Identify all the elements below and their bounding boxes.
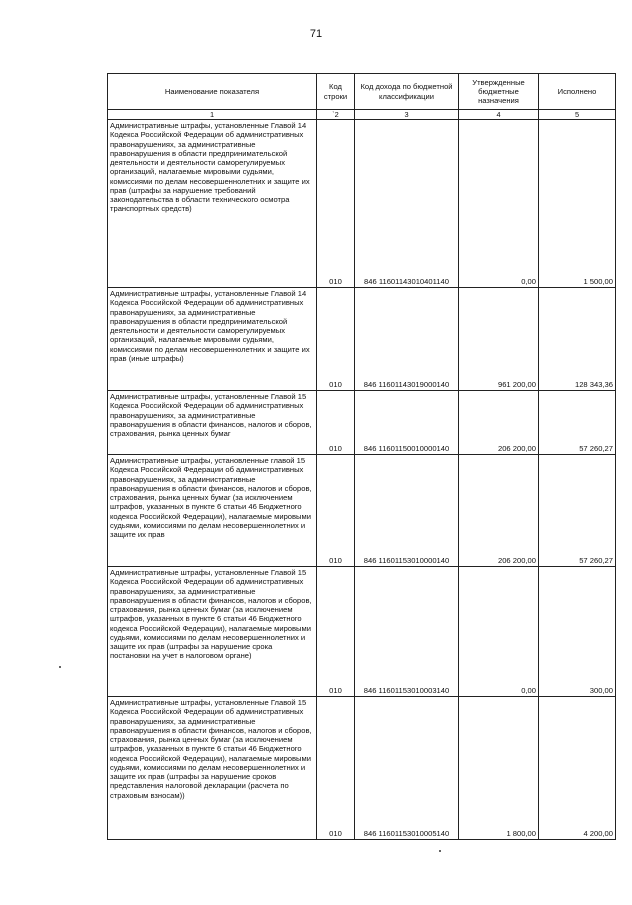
column-index: `2 [317, 110, 355, 120]
row-approved: 1 800,00 [459, 697, 539, 840]
row-approved: 206 200,00 [459, 455, 539, 567]
row-approved: 0,00 [459, 120, 539, 288]
table-row [108, 391, 616, 455]
row-name: Административные штрафы, установленные Главой 14 Кодекса Российской Федерации об административных правонарушениях, за административные правонарушения в области предпринимательской деятельности и деятельности саморегулируемых организаций, налагаемые мировыми судьями, комиссиями по делам несовершеннолетних и защите их прав (иные штрафы) [108, 288, 317, 391]
row-approved: 206 200,00 [459, 391, 539, 455]
row-approved: 961 200,00 [459, 288, 539, 391]
row-approved: 0,00 [459, 567, 539, 697]
row-executed: 4 200,00 [539, 697, 616, 840]
header-executed: Исполнено [539, 74, 616, 110]
column-index-row [108, 110, 616, 120]
row-code: 010 [317, 288, 355, 391]
row-code: 010 [317, 697, 355, 840]
table-header-row [108, 74, 616, 110]
table-row [108, 120, 616, 288]
row-executed: 57 260,27 [539, 455, 616, 567]
row-code: 010 [317, 567, 355, 697]
row-executed: 57 260,27 [539, 391, 616, 455]
row-name: Административные штрафы, установленные Главой 14 Кодекса Российской Федерации об административных правонарушениях, за административные правонарушения в области предпринимательской деятельности и деятельности саморегулируемых организаций, налагаемые мировыми судьями, комиссиями по делам несовершеннолетних и защите их прав (штрафы за нарушение требований законодательства в области технического осмотра транспортных средств) [108, 120, 317, 288]
table-row [108, 288, 616, 391]
column-index: 3 [355, 110, 459, 120]
header-approved: Утвержденные бюджетные назначения [459, 74, 539, 110]
row-kbk: 846 11601143019000140 [355, 288, 459, 391]
row-code: 010 [317, 455, 355, 567]
table-row [108, 567, 616, 697]
row-kbk: 846 11601153010003140 [355, 567, 459, 697]
header-kbk: Код дохода по бюджетной классификации [355, 74, 459, 110]
header-name: Наименование показателя [108, 74, 317, 110]
row-kbk: 846 11601153010000140 [355, 455, 459, 567]
column-index: 5 [539, 110, 616, 120]
scan-speck [439, 850, 441, 852]
row-name: Административные штрафы, установленные Главой 15 Кодекса Российской Федерации об административных правонарушениях, за административные правонарушения в области финансов, налогов и сборов, страхования, рынка ценных бумаг [108, 391, 317, 455]
row-code: 010 [317, 391, 355, 455]
row-kbk: 846 11601143010401140 [355, 120, 459, 288]
row-executed: 300,00 [539, 567, 616, 697]
row-executed: 128 343,36 [539, 288, 616, 391]
header-code: Код строки [317, 74, 355, 110]
column-index: 4 [459, 110, 539, 120]
row-name: Административные штрафы, установленные Главой 15 Кодекса Российской Федерации об административных правонарушениях, за административные правонарушения в области финансов, налогов и сборов, страхования, рынка ценных бумаг (за исключением штрафов, указанных в пункте 6 статьи 46 Бюджетного кодекса Российской Федерации), налагаемые мировыми судьями, комиссиями по делам несовершеннолетних и защите их прав (штрафы за нарушение срока постановки на учет в налоговом органе) [108, 567, 317, 697]
table-row [108, 697, 616, 840]
row-kbk: 846 11601150010000140 [355, 391, 459, 455]
table-row [108, 455, 616, 567]
budget-report-table [107, 73, 616, 840]
row-name: Административные штрафы, установленные Главой 15 Кодекса Российской Федерации об административных правонарушениях, за административные правонарушения в области финансов, налогов и сборов, страхования, рынка ценных бумаг (за исключением штрафов, указанных в пункте 6 статьи 46 Бюджетного кодекса Российской Федерации), налагаемые мировыми судьями, комиссиями по делам несовершеннолетних и защите их прав (штрафы за нарушение сроков представления налоговой декларации (расчета по страховым взносам)) [108, 697, 317, 840]
row-code: 010 [317, 120, 355, 288]
row-executed: 1 500,00 [539, 120, 616, 288]
page-number: 71 [309, 28, 323, 40]
row-kbk: 846 11601153010005140 [355, 697, 459, 840]
row-name: Административные штрафы, установленные главой 15 Кодекса Российской Федерации об административных правонарушениях, за административные правонарушения в области финансов, налогов и сборов, страхования, рынка ценных бумаг (за исключением штрафов, указанных в пункте 6 статьи 46 Бюджетного кодекса Российской Федерации), налагаемые мировыми судьями, комиссиями по делам несовершеннолетних и защите их прав [108, 455, 317, 567]
column-index: 1 [108, 110, 317, 120]
scan-speck [59, 666, 61, 668]
